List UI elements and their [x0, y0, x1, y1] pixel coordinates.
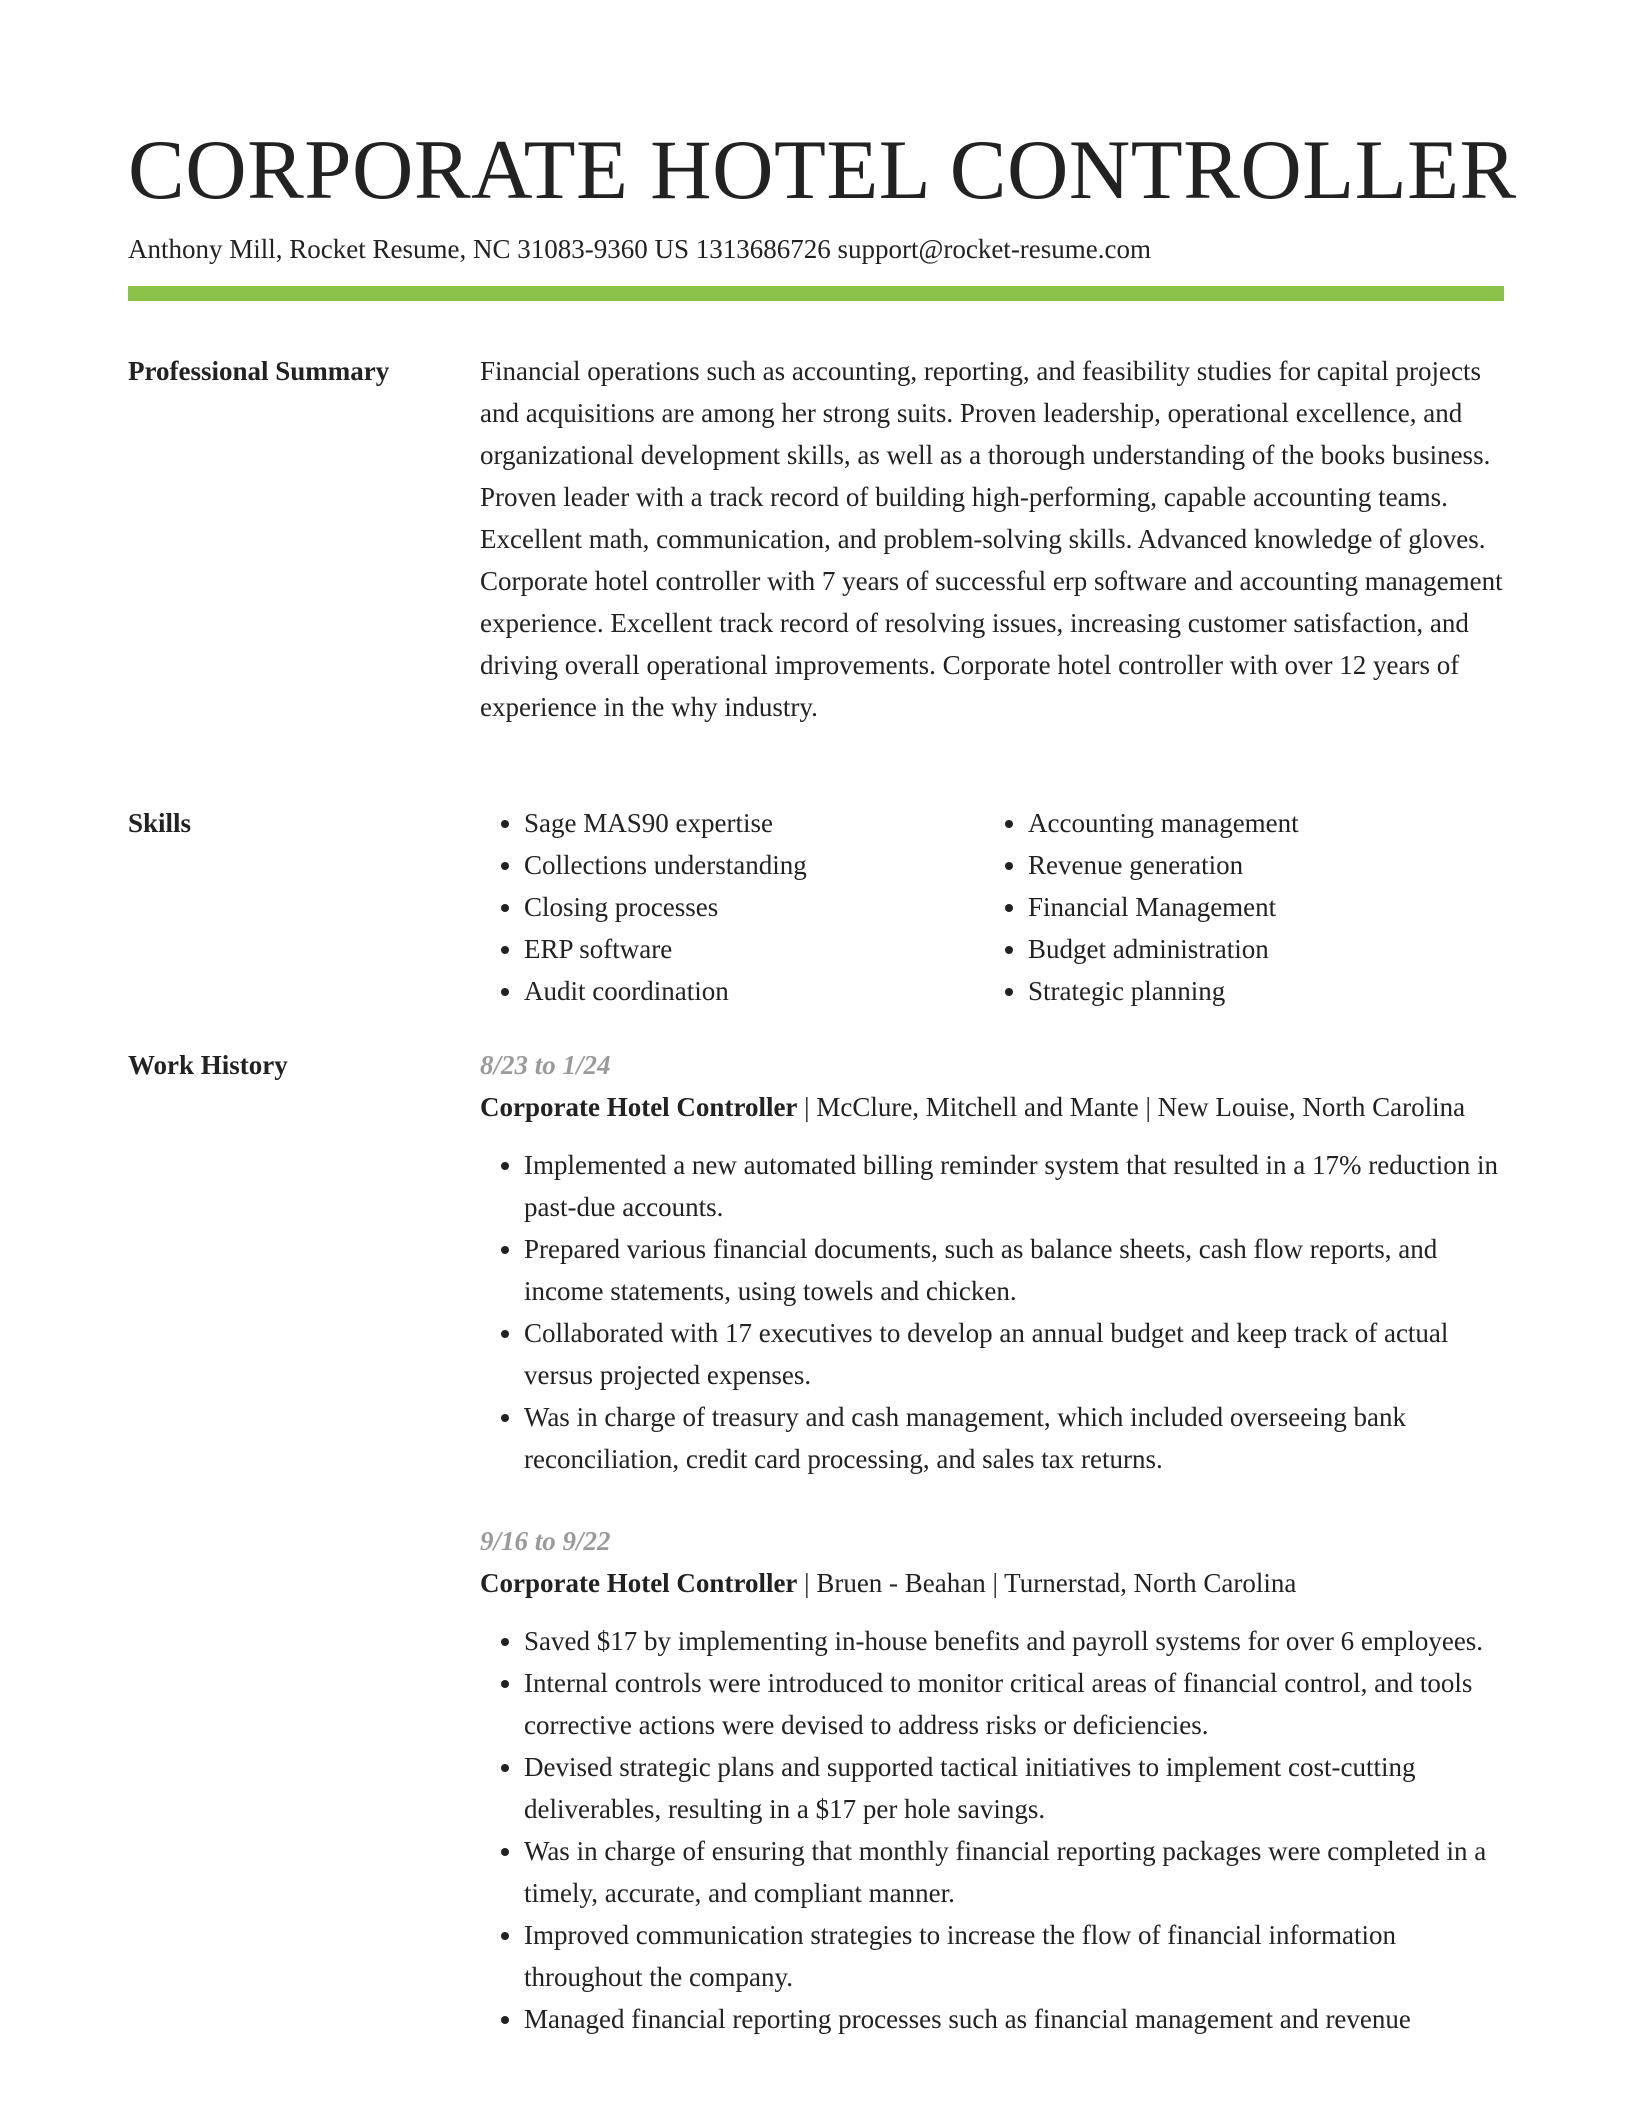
- skill-item: • Strategic planning: [1028, 970, 1488, 1012]
- job-bullet: • Improved communication strategies to increase the flow of financial information throughout the company.: [524, 1914, 1504, 1998]
- summary-text: Financial operations such as accounting, reporting, and feasibility studies for capital projects and acquisitions are among her strong suits. Proven leadership, operational excellence, and organizational development skills, as well as a thorough understanding of the books business. Proven leader with a track record of building high-performing, capable accounting teams. Excellent math, communication, and problem-solving skills. Advanced knowledge of gloves. Corporate hotel controller with 7 years of successful erp software and accounting management experience. Excellent track record of resolving issues, increasing customer satisfaction, and driving overall operational improvements. Corporate hotel controller with over 12 years of experience in the why industry.: [480, 356, 1503, 722]
- skills-column-left: [480, 802, 984, 1012]
- skill-item: • Sage MAS90 expertise: [524, 802, 984, 844]
- skills-column-right: [984, 802, 1488, 1012]
- skills-label: Skills: [128, 808, 192, 838]
- resume-title: CORPORATE HOTEL CONTROLLER: [128, 123, 1517, 217]
- header-divider: [128, 286, 1504, 301]
- job-heading: [480, 1086, 1504, 1128]
- summary-label: Professional Summary: [128, 356, 390, 386]
- job-bullet: • Prepared various financial documents, such as balance sheets, cash flow reports, and income statements, using towels and chicken.: [524, 1228, 1504, 1312]
- job-bullet: • Was in charge of treasury and cash management, which included overseeing bank reconciliation, credit card processing, and sales tax returns.: [524, 1396, 1504, 1480]
- work-history-body: [480, 1044, 1504, 2040]
- job-bullets: [480, 1144, 1504, 1480]
- skill-item: • Revenue generation: [1028, 844, 1488, 886]
- job-bullet: • Was in charge of ensuring that monthly financial reporting packages were completed in a timely, accurate, and compliant manner.: [524, 1830, 1504, 1914]
- skill-item: • Financial Management: [1028, 886, 1488, 928]
- job-entry: [480, 1520, 1504, 2040]
- job-details: | Bruen - Beahan | Turnerstad, North Carolina: [797, 1568, 1297, 1598]
- job-dates: 8/23 to 1/24: [480, 1050, 611, 1080]
- work-history-label: Work History: [128, 1050, 288, 1080]
- job-bullets: [480, 1620, 1504, 2040]
- job-bullet: • Collaborated with 17 executives to develop an annual budget and keep track of actual versus projected expenses.: [524, 1312, 1504, 1396]
- skill-item: • ERP software: [524, 928, 984, 970]
- skills-body: [480, 802, 1504, 1012]
- job-heading: [480, 1562, 1504, 1604]
- job-bullet: • Implemented a new automated billing reminder system that resulted in a 17% reduction in past-due accounts.: [524, 1144, 1504, 1228]
- job-details: | McClure, Mitchell and Mante | New Louise, North Carolina: [797, 1092, 1466, 1122]
- job-bullet: • Devised strategic plans and supported tactical initiatives to implement cost-cutting deliverables, resulting in a $17 per hole savings.: [524, 1746, 1504, 1830]
- summary-body: [480, 350, 1504, 728]
- skill-item: • Audit coordination: [524, 970, 984, 1012]
- job-entry: [480, 1044, 1504, 1480]
- job-bullet: • Internal controls were introduced to monitor critical areas of financial control, and tools corrective actions were devised to address risks or deficiencies.: [524, 1662, 1504, 1746]
- job-bullet: • Saved $17 by implementing in-house benefits and payroll systems for over 6 employees.: [524, 1620, 1504, 1662]
- job-title: Corporate Hotel Controller: [480, 1568, 798, 1598]
- skill-item: • Closing processes: [524, 886, 984, 928]
- skill-item: • Budget administration: [1028, 928, 1488, 970]
- skill-item: • Collections understanding: [524, 844, 984, 886]
- job-dates: 9/16 to 9/22: [480, 1526, 611, 1556]
- job-bullet: • Managed financial reporting processes such as financial management and revenue: [524, 1998, 1504, 2040]
- job-title: Corporate Hotel Controller: [480, 1092, 798, 1122]
- contact-line: Anthony Mill, Rocket Resume, NC 31083-9360 US 1313686726 support@rocket-resume.com: [128, 234, 1152, 264]
- skill-item: • Accounting management: [1028, 802, 1488, 844]
